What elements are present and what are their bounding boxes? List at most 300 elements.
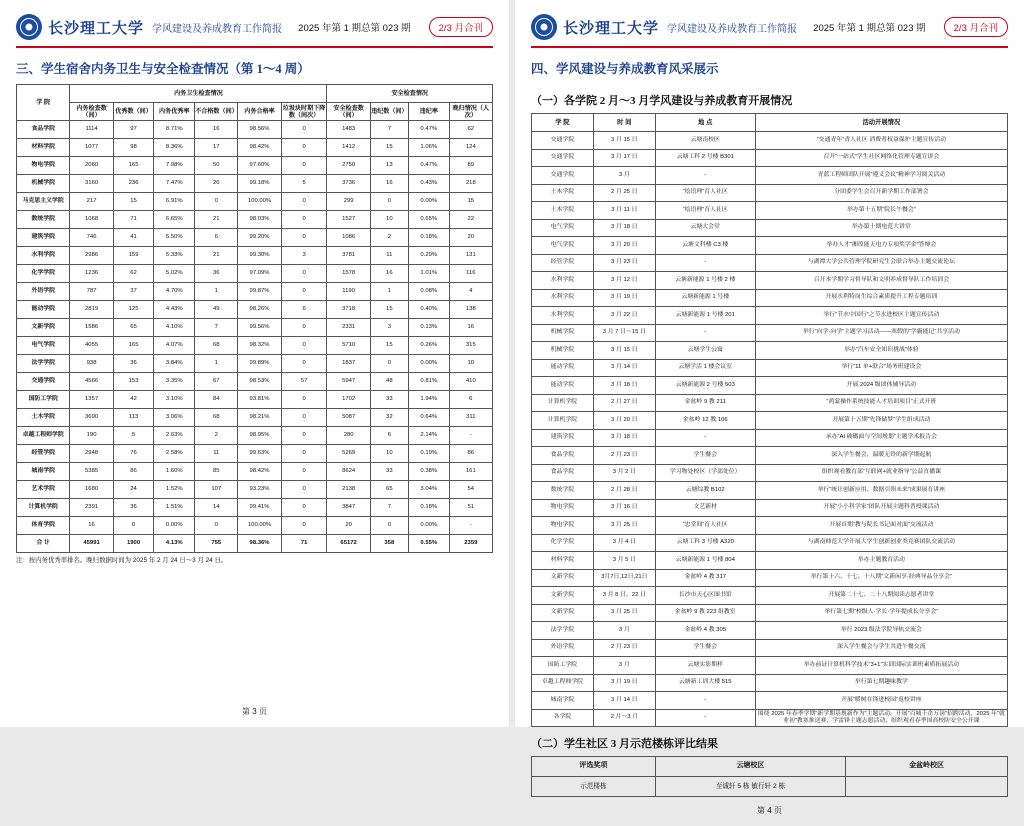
cell-value: 0: [281, 211, 327, 229]
cell-value: 65: [370, 481, 408, 499]
cell-value: 0.00%: [154, 517, 195, 535]
cell-college: 化学学院: [532, 534, 594, 552]
cell-place: 金盆岭 9 教 223 组教室: [655, 604, 755, 622]
cell-value: 0.26%: [408, 337, 449, 355]
cell-college: 城南学院: [17, 463, 70, 481]
section-title-style: 四、学风建设与养成教育风采展示: [531, 62, 719, 76]
cell-value: 65: [113, 319, 154, 337]
cell-value: 21: [195, 247, 238, 265]
cell-value: 99.30%: [238, 247, 281, 265]
cell-college: 文新学院: [17, 319, 70, 337]
cell-value: 2: [195, 427, 238, 445]
cell-college: 体育学院: [17, 517, 70, 535]
cell-place: 云塘新工训大楼 515: [655, 674, 755, 692]
cell-value: 5.02%: [154, 265, 195, 283]
cell-value: 98.53%: [238, 373, 281, 391]
cell-place: -: [655, 709, 755, 727]
cell-value: 21: [195, 211, 238, 229]
cell-value: 16: [195, 121, 238, 139]
cell-college: 水利学院: [17, 247, 70, 265]
cell-college: 交通学院: [532, 149, 594, 167]
cell-value: 57: [281, 373, 327, 391]
cell-value: 33: [370, 463, 408, 481]
cell-time: 3 月: [593, 622, 655, 640]
cell-value: 1.52%: [154, 481, 195, 499]
th-c6: 垃圾块时期下降数（间次）: [282, 104, 326, 119]
paper-name: 学风建设及养成教育工作简报: [667, 23, 798, 35]
paper-name: 学风建设及养成教育工作简报: [152, 23, 283, 35]
table-row: [17, 391, 493, 409]
cell-value: 5947: [327, 373, 370, 391]
cell-value: 7.98%: [154, 157, 195, 175]
cell-college: 水利学院: [532, 307, 594, 325]
cell-value: 93.81%: [238, 391, 281, 409]
cell-activity: 深入学生餐会，温暖无铃的新学期起航: [755, 447, 1007, 465]
cell-value: 7: [195, 319, 238, 337]
cell-college: 建筑学院: [17, 229, 70, 247]
cell-activity: 举办人才“湘徨能天电力专项奖学金”答辩会: [755, 237, 1007, 255]
cell-value: 0: [370, 517, 408, 535]
combined-issue-badge: 2/3 月合刊: [944, 17, 1008, 37]
cell-college: 化学学院: [17, 265, 70, 283]
cell-total: 1900: [113, 535, 154, 553]
cell-eval-0: 示范楼栋: [532, 777, 656, 797]
cell-value: 4: [449, 283, 492, 301]
cell-value: 124: [449, 139, 492, 157]
cell-value: 20: [327, 517, 370, 535]
cell-college: 计算机学院: [532, 412, 594, 430]
cell-place: 云塘学生公寓: [655, 342, 755, 360]
cell-time: 3 月 15 日: [593, 342, 655, 360]
cell-activity: 开展“小小科学家”团队开展主题科普授课活动: [755, 499, 1007, 517]
cell-activity: 青蓝工程师团队开展“遵义会议”精神学习阅关活动: [755, 167, 1007, 185]
cell-value: 0: [195, 517, 238, 535]
cell-activity: 举行“节水中国行”之节水进校区主题宣传活动: [755, 307, 1007, 325]
cell-value: 6.91%: [154, 193, 195, 211]
cell-place: 金盆岭 9 教 211: [655, 394, 755, 412]
table-row: [532, 429, 1008, 447]
cell-value: 84: [195, 391, 238, 409]
cell-value: 99.41%: [238, 499, 281, 517]
cell-value: 4.10%: [154, 319, 195, 337]
table-row: [532, 237, 1008, 255]
table-row: [532, 377, 1008, 395]
cell-value: 0.00%: [408, 517, 449, 535]
cell-value: 42: [113, 391, 154, 409]
cell-college: 文新学院: [532, 604, 594, 622]
cell-college: 能动学院: [532, 377, 594, 395]
cell-activity: 与湖南师范大学开展大学生创新创业类竞赛团队交流活动: [755, 534, 1007, 552]
cell-value: 1.01%: [408, 265, 449, 283]
th-time: 时 间: [593, 114, 655, 132]
table-row: [17, 481, 493, 499]
cell-value: 3160: [70, 175, 113, 193]
cell-value: 0: [281, 445, 327, 463]
cell-value: 51: [449, 499, 492, 517]
cell-time: 3 月: [593, 657, 655, 675]
cell-value: 7: [370, 499, 408, 517]
cell-college: 外语学院: [17, 283, 70, 301]
th-college: 学 院: [532, 114, 594, 132]
cell-time: 3 月 16 日: [593, 499, 655, 517]
cell-value: 0: [281, 499, 327, 517]
cell-time: 3 月 20 日: [593, 237, 655, 255]
cell-value: 0.65%: [408, 211, 449, 229]
cell-value: 2060: [70, 157, 113, 175]
cell-value: 0.47%: [408, 157, 449, 175]
table-row: [532, 447, 1008, 465]
table-row: [17, 175, 493, 193]
table-row: [532, 622, 1008, 640]
college-activities-table: [531, 113, 1008, 727]
cell-activity: 开展第二十七、二十八期阅读志愿者讲堂: [755, 587, 1007, 605]
cell-value: 0: [281, 355, 327, 373]
cell-time: 3 月 17 日: [593, 149, 655, 167]
cell-value: 2: [370, 229, 408, 247]
cell-value: 3736: [327, 175, 370, 193]
cell-value: 1: [370, 283, 408, 301]
cell-place: 云塘实影期样: [655, 657, 755, 675]
cell-value: 3781: [327, 247, 370, 265]
cell-value: 217: [70, 193, 113, 211]
cell-time: 3 月 15 日: [593, 132, 655, 150]
cell-value: 36: [113, 355, 154, 373]
cell-activity: 举行“向学·向学”主题学习活动——寒假的“学霸能记”共享活动: [755, 324, 1007, 342]
cell-value: 16: [449, 319, 492, 337]
cell-activity: 举办第十期电范大讲堂: [755, 219, 1007, 237]
cell-college: 能动学院: [17, 301, 70, 319]
cell-value: 8.71%: [154, 121, 195, 139]
cell-value: 5: [281, 175, 327, 193]
cell-activity: 举行 2023 级法学院导轨交流会: [755, 622, 1007, 640]
cell-time: 3 月 14 日: [593, 359, 655, 377]
table-row: [17, 301, 493, 319]
cell-time: 3 月 23 日: [593, 254, 655, 272]
cell-total: 4.13%: [154, 535, 195, 553]
cell-value: 14: [195, 499, 238, 517]
cell-activity: “鸿蒙操作系统技能人才培训项目”正式开班: [755, 394, 1007, 412]
cell-value: 11: [195, 445, 238, 463]
cell-time: 3 月 19 日: [593, 289, 655, 307]
cell-value: 98.32%: [238, 337, 281, 355]
cell-value: 0: [281, 409, 327, 427]
cell-activity: 开展首期“教与院长书记面对面”交流活动: [755, 517, 1007, 535]
table-row: [17, 409, 493, 427]
cell-activity: “交通青年”青人社区 消费者权益保护主题宣传活动: [755, 132, 1007, 150]
cell-activity: 举行“11 单+联合”场务班建设会: [755, 359, 1007, 377]
cell-place: 云塘大会堂: [655, 219, 755, 237]
table-row: [532, 552, 1008, 570]
cell-value: 36: [195, 265, 238, 283]
cell-value: 10: [370, 445, 408, 463]
cell-college: 数统学院: [532, 482, 594, 500]
cell-place: 文艺新材: [655, 499, 755, 517]
cell-value: 98.42%: [238, 139, 281, 157]
cell-value: 99.63%: [238, 445, 281, 463]
cell-value: 99.20%: [238, 229, 281, 247]
cell-value: 36: [113, 499, 154, 517]
cell-value: 2750: [327, 157, 370, 175]
cell-total: 755: [195, 535, 238, 553]
cell-value: 97.09%: [238, 265, 281, 283]
cell-total: 71: [281, 535, 327, 553]
cell-college: 交通学院: [532, 132, 594, 150]
table-row: [532, 272, 1008, 290]
cell-activity: 举办“汽车安全知识挑战”体验: [755, 342, 1007, 360]
cell-place: 云塘文科楼 C3 楼: [655, 237, 755, 255]
cell-college: 机械学院: [17, 175, 70, 193]
cell-value: 0: [281, 427, 327, 445]
cell-value: 15: [449, 193, 492, 211]
cell-value: 24: [113, 481, 154, 499]
table-row: [532, 202, 1008, 220]
cell-total: 65172: [327, 535, 370, 553]
cell-place: -: [655, 324, 755, 342]
cell-place: -: [655, 254, 755, 272]
cell-value: 97.60%: [238, 157, 281, 175]
cell-college: 材料学院: [17, 139, 70, 157]
cell-value: 0: [281, 229, 327, 247]
cell-value: 0.08%: [408, 283, 449, 301]
th-place: 地 点: [655, 114, 755, 132]
cell-value: 0.81%: [408, 373, 449, 391]
cell-college: 计算机学院: [17, 499, 70, 517]
cell-value: 0: [281, 193, 327, 211]
cell-value: 2.58%: [154, 445, 195, 463]
cell-time: 2 月 27 日: [593, 394, 655, 412]
table-row: [17, 517, 493, 535]
cell-value: 5269: [327, 445, 370, 463]
cell-value: 1586: [70, 319, 113, 337]
cell-value: 0: [281, 481, 327, 499]
cell-value: 98.26%: [238, 301, 281, 319]
cell-value: 1483: [327, 121, 370, 139]
table-row: [17, 499, 493, 517]
cell-time: 3 月 25 日: [593, 604, 655, 622]
cell-place: 云塘新能源 1 号楼 804: [655, 552, 755, 570]
cell-value: 0.18%: [408, 499, 449, 517]
cell-value: 7: [370, 121, 408, 139]
cell-time: 2 月～3 月: [593, 709, 655, 727]
th-c1: 内务检查数（间）: [70, 103, 113, 121]
cell-value: 311: [449, 409, 492, 427]
table-row: [532, 307, 1008, 325]
cell-value: 98.42%: [238, 463, 281, 481]
cell-value: 1357: [70, 391, 113, 409]
cell-time: 3 月 18 日: [593, 377, 655, 395]
table-row: [532, 464, 1008, 482]
cell-value: 5087: [327, 409, 370, 427]
cell-place: -: [655, 692, 755, 710]
cell-value: 3: [370, 319, 408, 337]
cell-value: 0: [281, 391, 327, 409]
cell-value: 7.47%: [154, 175, 195, 193]
cell-college: 电气学院: [532, 219, 594, 237]
cell-value: 0.38%: [408, 463, 449, 481]
cell-activity: 开展“暖树在锋进校园”返校讲座: [755, 692, 1007, 710]
cell-place: 云塘南校区: [655, 132, 755, 150]
cell-value: 6: [370, 427, 408, 445]
page-number-left: 第 3 页: [242, 707, 267, 716]
cell-college: 土木学院: [532, 202, 594, 220]
cell-time: 3 月 7 日～15 日: [593, 324, 655, 342]
cell-value: 20: [449, 229, 492, 247]
cell-activity: 举行第七期“校级人·学长·学年提成长分享会”: [755, 604, 1007, 622]
cell-time: 3 月 14 日: [593, 692, 655, 710]
cell-value: 113: [113, 409, 154, 427]
cell-value: 16: [70, 517, 113, 535]
cell-value: 410: [449, 373, 492, 391]
cell-value: 0: [195, 193, 238, 211]
cell-value: 1680: [70, 481, 113, 499]
cell-value: 1527: [327, 211, 370, 229]
cell-college: 机械学院: [532, 324, 594, 342]
cell-time: 2 月 23 日: [593, 639, 655, 657]
cell-college: 土木学院: [17, 409, 70, 427]
page-left: [0, 0, 509, 727]
table-row: [532, 394, 1008, 412]
table-row: [532, 132, 1008, 150]
cell-value: 131: [449, 247, 492, 265]
table-row: [532, 149, 1008, 167]
cell-activity: 开展水利特岗生综合素质提升工程专题培训: [755, 289, 1007, 307]
cell-value: 2138: [327, 481, 370, 499]
cell-value: 85: [195, 463, 238, 481]
table-row: [532, 167, 1008, 185]
cell-total: 2359: [449, 535, 492, 553]
table-row: [532, 709, 1008, 727]
cell-value: 0: [281, 265, 327, 283]
cell-college: 食品学院: [532, 447, 594, 465]
cell-activity: 分团委学生会召开新学期工作部署会: [755, 184, 1007, 202]
cell-value: 315: [449, 337, 492, 355]
cell-value: 3.84%: [154, 355, 195, 373]
cell-activity: 承办“AI 破碼面与空间规划”主题学术报告会: [755, 429, 1007, 447]
cell-value: 2331: [327, 319, 370, 337]
cell-value: 5.50%: [154, 229, 195, 247]
th-c3: 内务优秀率: [154, 103, 195, 121]
cell-college: 外语学院: [532, 639, 594, 657]
cell-value: 5710: [327, 337, 370, 355]
cell-activity: 与湖潭大学公共管理学院研究生会联合举办主题交流论坛: [755, 254, 1007, 272]
cell-value: 1702: [327, 391, 370, 409]
cell-college: 水利学院: [532, 272, 594, 290]
cell-value: 0.00%: [408, 193, 449, 211]
cell-value: 0.13%: [408, 319, 449, 337]
cell-college: 水利学院: [532, 289, 594, 307]
cell-college: 数统学院: [17, 211, 70, 229]
cell-value: 3.06%: [154, 409, 195, 427]
cell-value: 1578: [327, 265, 370, 283]
cell-value: 2.14%: [408, 427, 449, 445]
cell-value: 159: [113, 247, 154, 265]
table-row: [532, 534, 1008, 552]
table-row: [532, 499, 1008, 517]
cell-value: 1077: [70, 139, 113, 157]
cell-value: 37: [113, 283, 154, 301]
cell-value: 15: [370, 301, 408, 319]
cell-value: 6: [449, 391, 492, 409]
cell-value: 0.43%: [408, 175, 449, 193]
cell-time: 3 月 12 日: [593, 272, 655, 290]
cell-time: 2 月 28 日: [593, 482, 655, 500]
th-eval-0: 评选奖项: [532, 757, 656, 777]
cell-place: 金盆岭 4 教 317: [655, 569, 755, 587]
cell-value: 1.94%: [408, 391, 449, 409]
university-logo-icon: [531, 14, 557, 40]
cell-value: 99.89%: [238, 355, 281, 373]
cell-activity: 举办主题教育活动: [755, 552, 1007, 570]
cell-eval-2: [846, 777, 1008, 797]
cell-value: 3847: [327, 499, 370, 517]
cell-value: 98.95%: [238, 427, 281, 445]
cell-value: 41: [113, 229, 154, 247]
table-row: [17, 319, 493, 337]
cell-place: 云塘新能源 1 号楼: [655, 289, 755, 307]
cell-value: 89: [449, 157, 492, 175]
cell-value: 165: [113, 337, 154, 355]
cell-college: 文新学院: [532, 587, 594, 605]
subsection-title-activities: （一）各学院 2 月～3 月学风建设与养成教育开展情况: [531, 95, 793, 107]
cell-value: 0.40%: [408, 301, 449, 319]
cell-place: 云塘新能源 2 号楼 503: [655, 377, 755, 395]
table-row: [532, 289, 1008, 307]
cell-value: 2819: [70, 301, 113, 319]
th-activity: 活动开展情况: [755, 114, 1007, 132]
table-row: [532, 254, 1008, 272]
cell-college: 建筑学院: [532, 429, 594, 447]
cell-value: 67: [195, 373, 238, 391]
cell-value: 0: [281, 463, 327, 481]
cell-value: 13: [370, 157, 408, 175]
table-row: [17, 337, 493, 355]
cell-place: 金盆岭 12 教 106: [655, 412, 755, 430]
cell-value: 5: [113, 427, 154, 445]
table-row: [532, 674, 1008, 692]
cell-total: 45991: [70, 535, 113, 553]
cell-value: 4.43%: [154, 301, 195, 319]
cell-value: 2391: [70, 499, 113, 517]
cell-value: 0.64%: [408, 409, 449, 427]
cell-value: 116: [449, 265, 492, 283]
cell-value: 161: [449, 463, 492, 481]
cell-value: 86: [449, 445, 492, 463]
cell-college: 文新学院: [532, 569, 594, 587]
cell-value: 1068: [70, 211, 113, 229]
cell-value: 98.56%: [238, 121, 281, 139]
cell-value: 2986: [70, 247, 113, 265]
table-row: [532, 692, 1008, 710]
cell-value: 100.00%: [238, 517, 281, 535]
cell-value: 0: [281, 337, 327, 355]
cell-place: -: [655, 429, 755, 447]
cell-activity: 组织观看教育部“互联网+就业指导”公益直播课: [755, 464, 1007, 482]
cell-value: 1.60%: [154, 463, 195, 481]
table-row: [17, 355, 493, 373]
cell-value: 3.10%: [154, 391, 195, 409]
cell-college: 国防工学院: [17, 391, 70, 409]
cell-place: 长沙市天心区图书馆: [655, 587, 755, 605]
th-c2: 优秀数（间）: [113, 103, 154, 121]
cell-activity: 围绕 2025 年春季学期“新学期基规新作为”主题活动，开展“百城千企万岗”招聘活动、2025 年“就业初”教塞推送赛、学雷锋主题志愿活动、组织观看春季国高校防安全公开课: [755, 709, 1007, 727]
cell-value: 1236: [70, 265, 113, 283]
issue-number: 2025 年第 1 期总第 023 期: [813, 23, 926, 34]
cell-value: 0: [281, 139, 327, 157]
table-row: [17, 445, 493, 463]
table-row: [17, 121, 493, 139]
cell-value: 22: [449, 211, 492, 229]
cell-college: 艺术学院: [17, 481, 70, 499]
